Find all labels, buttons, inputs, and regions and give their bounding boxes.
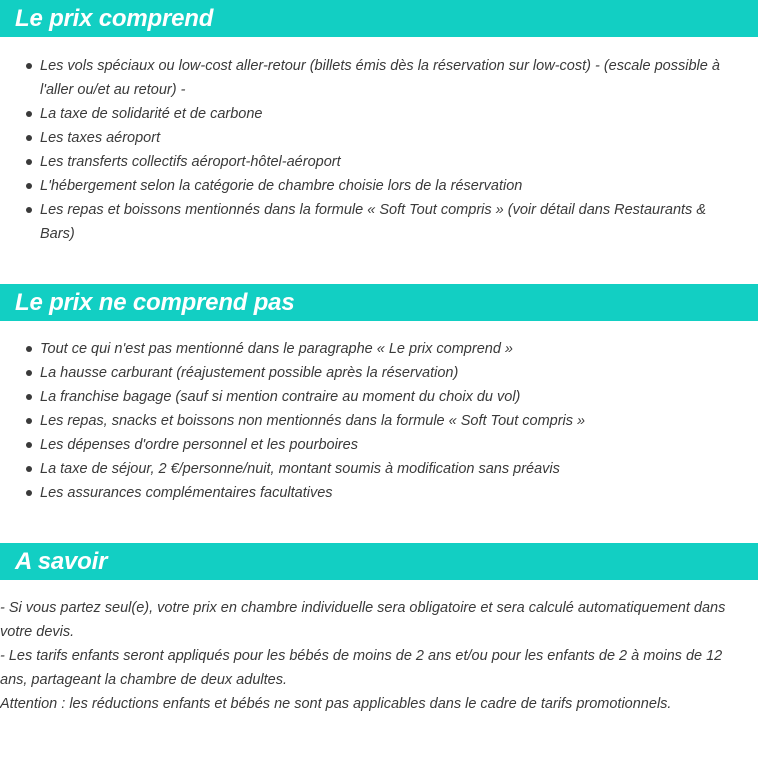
note-paragraph: - Les tarifs enfants seront appliqués pour les bébés de moins de 2 ans et/ou pour les enfants de 2 à moins de 12 ans, partageant la chambre de deux adultes. bbox=[0, 648, 723, 688]
section-title: Le prix ne comprend pas bbox=[15, 288, 295, 316]
section-price-excludes bbox=[0, 284, 758, 505]
list-item: Les assurances complémentaires facultatives bbox=[22, 481, 758, 505]
list-item: L'hébergement selon la catégorie de chambre choisie lors de la réservation bbox=[22, 174, 758, 198]
list-item: Les vols spéciaux ou low-cost aller-retour (billets émis dès la réservation sur low-cost) - (escale possible à l'aller ou/et au retour) - bbox=[22, 54, 758, 102]
list-item: La hausse carburant (réajustement possible après la réservation) bbox=[22, 361, 758, 385]
included-items-list bbox=[0, 37, 758, 246]
section-header-good-to-know bbox=[0, 543, 758, 580]
section-header-price-excludes bbox=[0, 284, 758, 321]
section-good-to-know bbox=[0, 543, 758, 716]
section-header-price-includes bbox=[0, 0, 758, 37]
section-title: Le prix comprend bbox=[15, 4, 214, 32]
list-item: Tout ce qui n'est pas mentionné dans le paragraphe « Le prix comprend » bbox=[22, 337, 758, 361]
note-paragraph: - Si vous partez seul(e), votre prix en chambre individuelle sera obligatoire et sera calculé automatiquement dans votre devis. bbox=[0, 600, 726, 640]
section-title: A savoir bbox=[15, 547, 108, 575]
list-item: Les repas, snacks et boissons non mentionnés dans la formule « Soft Tout compris » bbox=[22, 409, 758, 433]
list-item: La taxe de séjour, 2 €/personne/nuit, montant soumis à modification sans préavis bbox=[22, 457, 758, 481]
notes-block bbox=[0, 580, 758, 716]
list-item: Les repas et boissons mentionnés dans la formule « Soft Tout compris » (voir détail dans Restaurants & Bars) bbox=[22, 198, 758, 246]
list-item: Les taxes aéroport bbox=[22, 126, 758, 150]
note-paragraph: Attention : les réductions enfants et bébés ne sont pas applicables dans le cadre de tarifs promotionnels. bbox=[0, 696, 672, 712]
excluded-items-list bbox=[0, 321, 758, 505]
list-item: La taxe de solidarité et de carbone bbox=[22, 102, 758, 126]
list-item: Les dépenses d'ordre personnel et les pourboires bbox=[22, 433, 758, 457]
section-price-includes bbox=[0, 0, 758, 246]
list-item: Les transferts collectifs aéroport-hôtel-aéroport bbox=[22, 150, 758, 174]
list-item: La franchise bagage (sauf si mention contraire au moment du choix du vol) bbox=[22, 385, 758, 409]
